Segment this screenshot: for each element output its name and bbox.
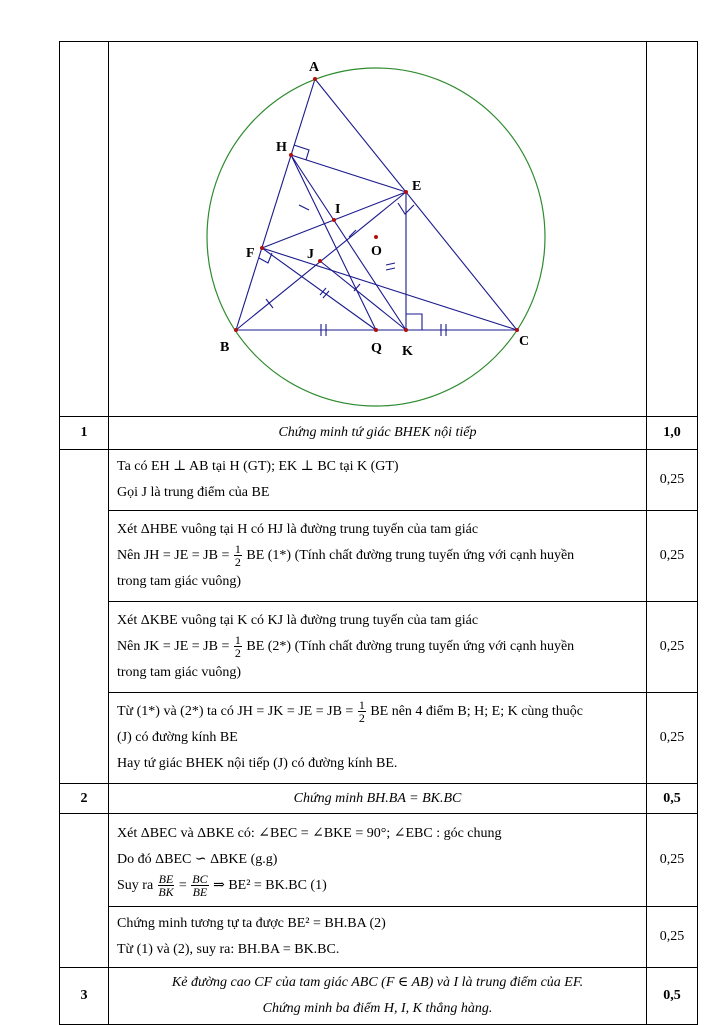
part2-step2-line1: Chứng minh tương tự ta được BE² = BH.BA (2) — [117, 916, 386, 931]
point-h — [289, 153, 293, 157]
label-e: E — [412, 178, 422, 194]
segment-he — [291, 155, 406, 192]
part2-step1-line3-prefix: Suy ra — [117, 878, 154, 893]
part1-step2-text — [109, 511, 647, 602]
label-i: I — [335, 201, 341, 217]
part1-step2-line2 — [117, 543, 638, 569]
part1-step4-row — [60, 693, 698, 784]
point-b — [234, 328, 238, 332]
geometry-figure — [109, 43, 645, 416]
point-e — [404, 190, 408, 194]
part1-step3-text — [109, 602, 647, 693]
part1-step1-line2: Gọi J là trung điểm của BE — [117, 485, 270, 500]
part1-step1-row — [60, 450, 698, 511]
segment-fc — [262, 248, 517, 330]
part1-step2-points: 0,25 — [647, 511, 698, 602]
part2-step1-row — [60, 814, 698, 907]
label-h: H — [276, 139, 287, 155]
segment-hk — [291, 155, 406, 330]
label-b: B — [220, 339, 230, 355]
tick-ek-1 — [386, 263, 395, 265]
part1-step3-points: 0,25 — [647, 602, 698, 693]
part2-steps-number-cell — [60, 814, 109, 968]
label-c: C — [519, 333, 530, 349]
fraction-be-bk: $\frac{BE}{BK}$ — [158, 872, 174, 900]
point-j — [318, 259, 322, 263]
right-angle-f — [259, 253, 272, 263]
part1-step2-line3: trong tam giác vuông) — [117, 574, 242, 589]
part3-header-row — [60, 968, 698, 1025]
part3-points: 0,5 — [647, 968, 698, 1025]
part3-number: 3 — [60, 968, 109, 1025]
part1-step4-line1-prefix: Từ (1*) và (2*) ta có JH = JK = JE = JB = — [117, 704, 354, 719]
label-q: Q — [371, 340, 382, 356]
part2-step1-line1: Xét ΔBEC và ΔBKE có: ∠BEC = ∠BKE = 90°; ∠EBC : góc chung — [117, 826, 502, 841]
point-f — [260, 246, 264, 250]
segment-jk — [320, 261, 406, 330]
part2-header-row — [60, 784, 698, 814]
part1-points: 1,0 — [647, 417, 698, 450]
point-i — [332, 218, 336, 222]
part2-step1-text — [109, 814, 647, 907]
part1-step3-line2-suffix: BE (2*) (Tính chất đường trung tuyến ứng với cạnh huyền — [246, 639, 575, 654]
part1-step1-text — [109, 450, 647, 511]
part2-heading: Chứng minh BH.BA = BK.BC — [109, 784, 647, 814]
label-j: J — [307, 246, 314, 262]
part1-step3-line1: Xét ΔKBE vuông tại K có KJ là đường trung tuyến của tam giác — [117, 613, 479, 628]
part3-heading-line2: Chứng minh ba điểm H, I, K thẳng hàng. — [262, 1001, 493, 1016]
part1-step2-line2-prefix: Nên JH = JE = JB = — [117, 548, 230, 563]
part1-step3-line2-prefix: Nên JK = JE = JB = — [117, 639, 230, 654]
solution-sheet — [59, 41, 697, 1025]
part2-step2-points: 0,25 — [647, 907, 698, 968]
part1-step1-points: 0,25 — [647, 450, 698, 511]
label-f: F — [246, 245, 255, 261]
part1-step4-line1-suffix: BE nên 4 điểm B; H; E; K cùng thuộc — [370, 704, 584, 719]
fraction-one-half: $\frac{1}{2}$ — [234, 633, 241, 661]
part3-heading-line1: Kẻ đường cao CF của tam giác ABC (F ∈ AB) và I là trung điểm của EF. — [171, 975, 584, 990]
point-k — [404, 328, 408, 332]
part1-step2-row — [60, 511, 698, 602]
point-q — [374, 328, 378, 332]
part1-step3-row — [60, 602, 698, 693]
right-angle-k — [406, 314, 422, 330]
equals-sign: = — [178, 878, 187, 893]
part1-step2-line1: Xét ΔHBE vuông tại H có HJ là đường trung tuyến của tam giác — [117, 522, 479, 537]
part1-header-row — [60, 417, 698, 450]
tick-hj — [299, 205, 309, 210]
figure-empty-left — [60, 42, 109, 417]
part1-step2-line2-suffix: BE (1*) (Tính chất đường trung tuyến ứng với cạnh huyền — [246, 548, 575, 563]
fraction-bc-be: $\frac{BC}{BE}$ — [192, 872, 208, 900]
part1-step3-line3: trong tam giác vuông) — [117, 665, 242, 680]
part2-step2-line2: Từ (1) và (2), suy ra: BH.BA = BK.BC. — [117, 942, 340, 957]
part2-step1-line3 — [117, 873, 638, 899]
part2-step1-line3-suffix: ⇒ BE² = BK.BC (1) — [213, 878, 327, 893]
part1-step3-line2 — [117, 634, 638, 660]
part2-step1-points: 0,25 — [647, 814, 698, 907]
figure-cell — [109, 42, 647, 417]
part1-step1-line1: Ta có EH ⊥ AB tại H (GT); EK ⊥ BC tại K (GT) — [117, 459, 399, 474]
part1-number: 1 — [60, 417, 109, 450]
part1-heading: Chứng minh tứ giác BHEK nội tiếp — [109, 417, 647, 450]
label-k: K — [402, 343, 413, 359]
fraction-one-half: $\frac{1}{2}$ — [234, 542, 241, 570]
solution-table — [59, 41, 698, 1025]
part1-step4-line3: Hay tứ giác BHEK nội tiếp (J) có đường kính BE. — [117, 756, 398, 771]
figure-empty-right — [647, 42, 698, 417]
label-a: A — [309, 59, 320, 75]
label-o: O — [371, 243, 382, 259]
tick-ek-2 — [386, 268, 395, 270]
part1-step4-line1 — [117, 699, 638, 725]
part1-steps-number-cell — [60, 450, 109, 784]
segment-ac — [315, 79, 517, 330]
part1-step4-points: 0,25 — [647, 693, 698, 784]
fraction-one-half: $\frac{1}{2}$ — [358, 698, 365, 726]
part1-step4-line2: (J) có đường kính BE — [117, 730, 238, 745]
point-a — [313, 77, 317, 81]
segment-ab — [236, 79, 315, 330]
part2-number: 2 — [60, 784, 109, 814]
part3-heading — [109, 968, 647, 1025]
segment-hq — [291, 155, 376, 330]
point-o — [374, 235, 378, 239]
point-c — [515, 328, 519, 332]
right-angle-h — [294, 145, 309, 160]
part2-step2-row — [60, 907, 698, 968]
figure-row — [60, 42, 698, 417]
part2-step2-text — [109, 907, 647, 968]
part1-step4-text — [109, 693, 647, 784]
part2-step1-line2: Do đó ΔBEC ∽ ΔBKE (g.g) — [117, 852, 278, 867]
part2-points: 0,5 — [647, 784, 698, 814]
